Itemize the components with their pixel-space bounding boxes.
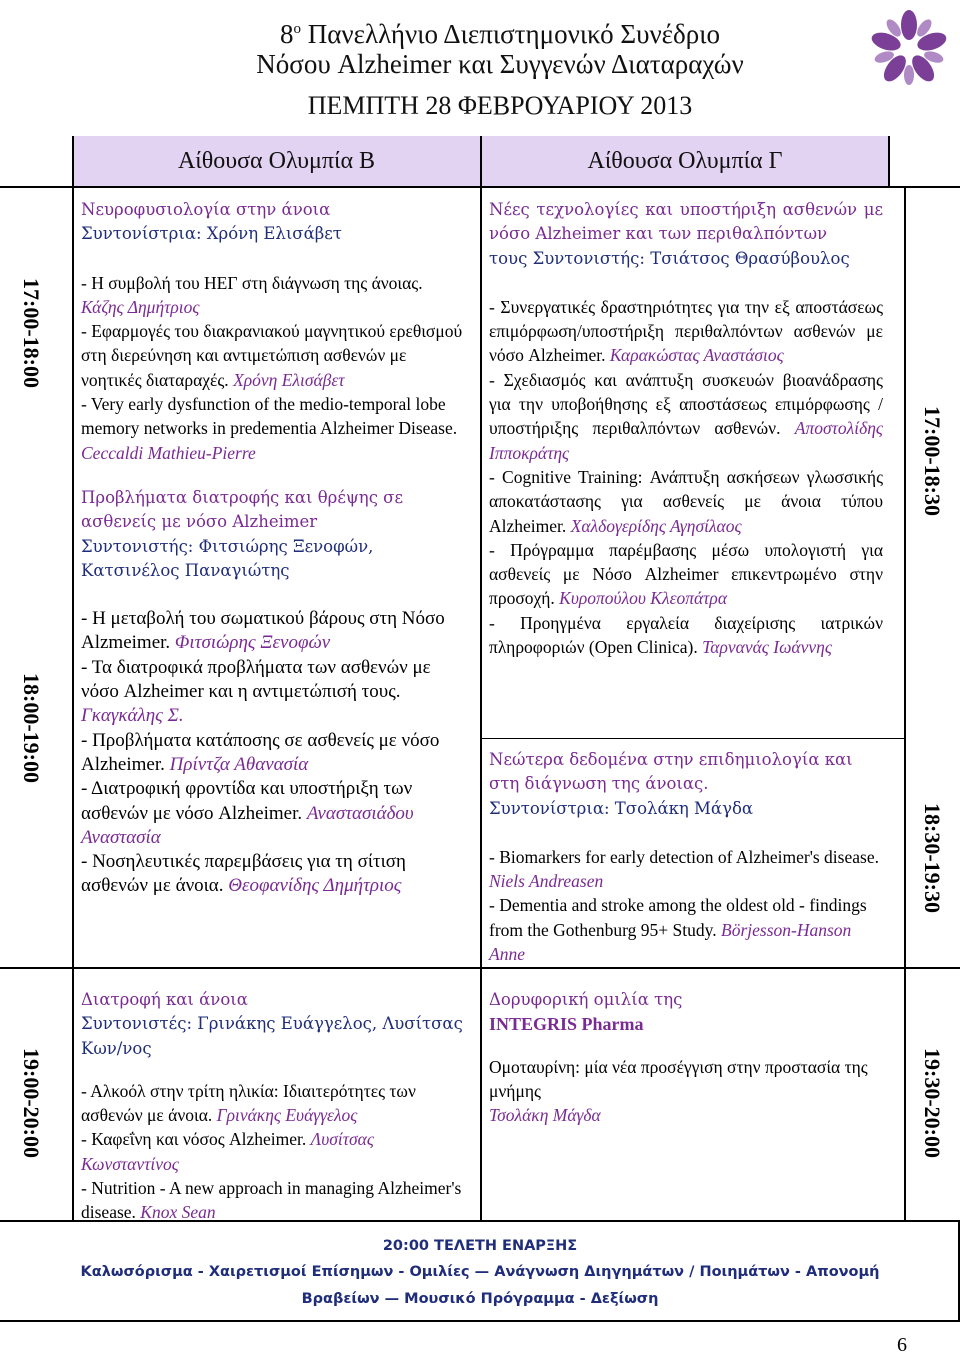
talk-item — [81, 1176, 465, 1225]
grid-line-middle — [480, 136, 482, 1222]
talk-title: - Σχεδιασμός και ανάπτυξη συσκευών βιοανάδρασης για την υποβοήθησης εξ αποστάσεως επιμόρφωσης /υποστήριξης περιθαλπόντων ασθενών. — [489, 369, 883, 439]
grid-line-room-right — [888, 136, 890, 186]
title-superscript: ο — [293, 21, 302, 37]
talk-speaker: Börjesson-Hanson Anne — [489, 919, 852, 965]
conference-subtitle: Νόσου Alzheimer και Συγγενών Διαταραχών — [256, 49, 744, 79]
talk-title: - Καφεΐνη και νόσος Alzheimer. — [81, 1129, 307, 1150]
talk-item — [81, 1127, 465, 1176]
talk-item — [81, 729, 471, 778]
talk-item — [81, 1079, 465, 1128]
right-session-epidemiology — [489, 748, 883, 966]
talk-title: - Εφαρμογές του διακρανιακού μαγνητικού ερεθισμού στη διερεύνηση και αντιμετώπιση ασθενών με νοητικές διαταραχές. — [81, 321, 463, 390]
talk-title: - Προβλήματα κατάποσης σε ασθενείς με νόσο Alzheimer. — [81, 729, 440, 775]
talk-speaker: Knox Sean — [140, 1202, 216, 1223]
room-header-right: Αίθουσα Ολυμπία Γ — [482, 136, 888, 186]
talk-speaker: Πρίντζα Αθανασία — [169, 753, 309, 775]
talk-title: - Προηγμένα εργαλεία διαχείρισης ιατρικών πληροφοριών (Open Clinica). — [489, 612, 883, 658]
talk-item — [489, 538, 883, 611]
left-session-neurophysiology — [81, 198, 465, 465]
talk-speaker: Λυσίτσας Κωνσταντίνος — [81, 1129, 374, 1174]
talk-title: - Very early dysfunction of the medio-temporal lobe memory networks in predementia Alzheimer Disease. — [81, 394, 458, 439]
talk-item — [489, 611, 883, 660]
talk-item — [81, 607, 471, 656]
footer-bottom-line — [0, 1320, 960, 1322]
opening-ceremony-title: 20:00 ΤΕΛΕΤΗ ΕΝΑΡΞΗΣ — [382, 1238, 578, 1254]
talk-item — [489, 465, 883, 538]
session-chair: Συντονιστές: Γρινάκης Ευάγγελος, Λυσίτσας Κων/νος — [81, 1014, 463, 1058]
session-title: Νέες τεχνολογίες και υποστήριξη ασθενών με νόσο Alzheimer και των περιθαλπόντων — [489, 200, 883, 244]
talk-title: - Η συμβολή του ΗΕΓ στη διάγνωση της άνοιας. — [81, 272, 423, 293]
opening-ceremony-line1: Καλωσόρισμα - Χαιρετισμοί Επίσημων - Ομιλίες — Ανάγνωση Διηγημάτων / Ποιημάτων - Απονομή — [80, 1264, 880, 1280]
session-chair: Συντονίστρια: Τσολάκη Μάγδα — [489, 798, 754, 818]
talk-title: Ομοταυρίνη: μία νέα προσέγγιση στην προστασία της μνήμης — [489, 1056, 868, 1101]
time-label-left-1: 17:00-18:00 — [19, 278, 44, 388]
talk-item — [489, 368, 883, 465]
talk-speaker: Γκαγκάλης Σ. — [81, 705, 184, 727]
session-title: Προβλήματα διατροφής και θρέψης σε ασθενείς με νόσο Alzheimer — [81, 488, 403, 532]
talk-speaker: Θεοφανίδης Δημήτριος — [228, 875, 402, 897]
talk-title: - Nutrition - A new approach in managing Alzheimer's disease. — [81, 1178, 462, 1223]
talk-speaker: Χαλδογερίδης Αγησίλαος — [570, 515, 742, 536]
talk-title: - Νοσηλευτικές παρεμβάσεις για τη σίτιση ασθενών με άνοια. — [81, 851, 406, 897]
grid-line-left-time — [72, 186, 74, 1222]
talk-title: - Biomarkers for early detection of Alzheimer's disease. — [489, 846, 879, 867]
talk-title: - Τα διατροφικά προβλήματα των ασθενών με νόσο Alzheimer και η αντιμετώπισή τους. — [81, 656, 431, 703]
talk-speaker: Niels Andreasen — [489, 871, 604, 892]
talk-title: - Dementia and stroke among the oldest old - findings from the Gothenburg 95+ Study. — [489, 895, 867, 940]
talk-item — [81, 850, 471, 899]
time-label-left-3: 19:00-20:00 — [19, 1048, 44, 1158]
talk-title: - Cognitive Training: Ανάπτυξη ασκήσεων γλωσσικής αποκατάστασης για ασθενείς με άνοια τύπου Alzheimer. — [489, 466, 883, 536]
talk-title: - Η μεταβολή του σωματικού βάρους στη Νόσο Alzmeimer. — [81, 608, 445, 654]
talk-title: - Συνεργατικές δραστηριότητες για την εξ αποστάσεως επιμόρφωση/υποστήριξη περιθαλπόντων ασθενών με νόσο Alzheimer. — [489, 296, 883, 366]
date-heading: ΠΕΜΠΤΗ 28 ΦΕΒΡΟΥΑΡΙΟΥ 2013 — [307, 91, 693, 120]
talk-title: - Αλκοόλ στην τρίτη ηλικία: Ιδιαιτερότητες των ασθενών με άνοια. — [81, 1080, 416, 1126]
talk-speaker: Κάζης Δημήτριος — [81, 296, 200, 317]
grid-line-right-time — [904, 186, 906, 1222]
talk-speaker: Γρινάκης Ευάγγελος — [216, 1105, 358, 1126]
talk-speaker: Ceccaldi Mathieu-Pierre — [81, 442, 256, 463]
talk-item — [81, 319, 465, 392]
session-title: Νεώτερα δεδομένα στην επιδημιολογία και στη διάγνωση της άνοιας. — [489, 750, 853, 794]
room-header-left: Αίθουσα Ολυμπία Β — [73, 136, 480, 186]
talk-speaker: Αναστασιάδου Αναστασία — [81, 802, 414, 848]
session-chair: Συντονιστής: Φιτσιώρης Ξενοφών, Κατσινέλος Παναγιώτης — [81, 536, 374, 580]
violet-flower-logo-icon — [868, 8, 950, 90]
talk-item — [81, 656, 471, 729]
sponsor-name: INTEGRIS Pharma — [489, 1014, 644, 1035]
left-session-nutrition-problems — [81, 486, 471, 899]
session-chair: Συντονίστρια: Χρόνη Ελισάβετ — [81, 224, 342, 244]
talk-item — [81, 392, 465, 465]
talk-speaker: Τσολάκη Μάγδα — [489, 1105, 601, 1126]
right-session-new-technologies — [489, 198, 883, 659]
talk-speaker: Χρόνη Ελισάβετ — [233, 369, 345, 390]
right-session-divider — [481, 738, 904, 739]
talk-item — [489, 295, 883, 368]
session-title: Νευροφυσιολογία στην άνοια — [81, 200, 331, 219]
talk-speaker: Κυροπούλου Κλεοπάτρα — [559, 588, 728, 609]
title-text: Πανελλήνιο Διεπιστημονικό Συνέδριο — [301, 19, 720, 49]
time-label-right-3: 19:30-20:00 — [920, 1048, 945, 1158]
left-session-nutrition-dementia — [81, 988, 465, 1225]
opening-ceremony-line2: Βραβείων — Μουσικό Πρόγραμμα - Δεξίωση — [301, 1291, 659, 1307]
talk-title: - Διατροφική φροντίδα και υποστήριξη των ασθενών με νόσο Alzheimer. — [81, 778, 413, 824]
talk-speaker: Ταρνανάς Ιωάννης — [702, 637, 832, 658]
grid-line-slot3 — [0, 967, 960, 969]
time-label-left-2: 18:00-19:00 — [19, 673, 44, 783]
talk-title: - Πρόγραμμα παρέμβασης μέσω υπολογιστή για ασθενείς με Νόσο Alzheimer επικεντρωμένο στην προσοχή. — [489, 539, 883, 609]
talk-speaker: Φιτσιώρης Ξενοφών — [174, 632, 331, 654]
talk-item — [81, 777, 471, 850]
talk-item — [489, 893, 883, 966]
time-label-right-2: 18:30-19:30 — [920, 803, 945, 913]
session-title: Διατροφή και άνοια — [81, 990, 248, 1009]
page-number: 6 — [897, 1334, 907, 1356]
talk-speaker: Καρακώστας Αναστάσιος — [609, 345, 784, 366]
time-label-right-1: 17:00-18:30 — [920, 406, 945, 516]
talk-speaker: Αποστολίδης Ιπποκράτης — [489, 418, 884, 463]
right-session-satellite — [489, 988, 883, 1127]
talk-item — [81, 271, 465, 320]
grid-line-room-left — [72, 136, 74, 186]
talk-item — [489, 845, 883, 894]
conference-title — [170, 14, 830, 49]
session-chair: τους Συντονιστής: Τσιάτσος Θρασύβουλος — [489, 248, 850, 268]
title-number: 8 — [280, 19, 294, 49]
session-title: Δορυφορική ομιλία της — [489, 990, 683, 1009]
